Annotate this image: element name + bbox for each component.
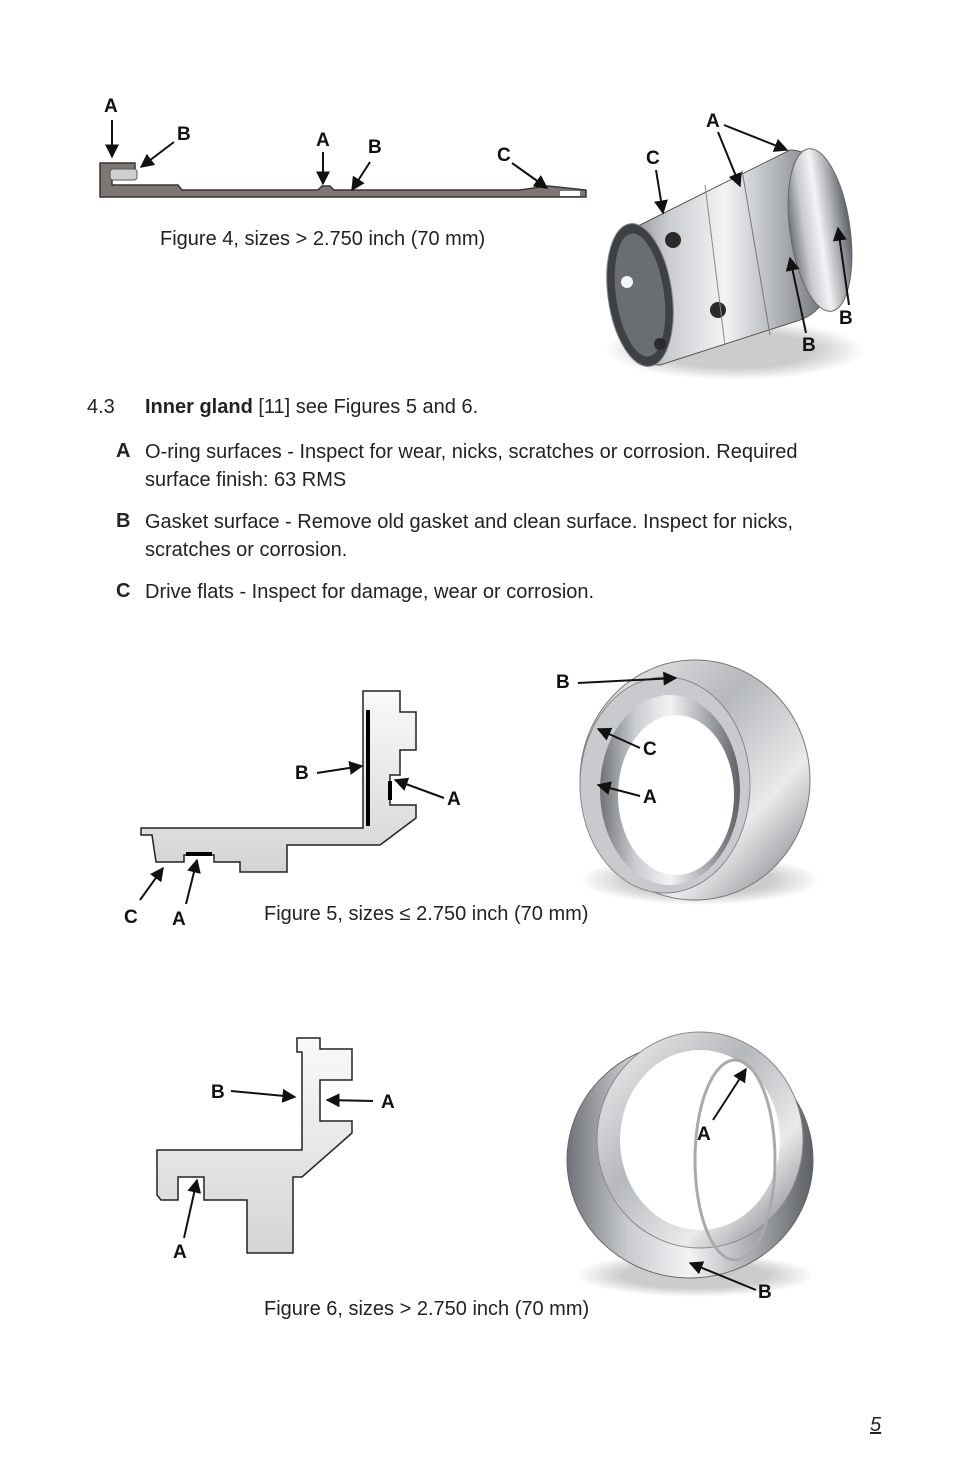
figure6-photo-label-b: B	[758, 1282, 772, 1303]
figure4-photo-label-c: C	[646, 148, 660, 169]
figure4-photo-label-a: A	[706, 111, 720, 132]
figure5-label-a1: A	[447, 789, 461, 810]
figure5-label-c: C	[124, 907, 138, 928]
section-title-rest: [11] see Figures 5 and 6.	[252, 396, 479, 418]
figure5-photo-label-c: C	[643, 739, 657, 760]
figure4-label-a2: A	[316, 130, 330, 151]
item-letter-c: C	[116, 580, 131, 602]
page-number: 5	[870, 1414, 882, 1436]
figure5-cross-section	[141, 691, 416, 872]
figure5-photo-label-a: A	[643, 787, 657, 808]
item-letter-a: A	[116, 440, 131, 462]
section-title: Inner gland	[145, 396, 253, 418]
figure5-caption: Figure 5, sizes ≤ 2.750 inch (70 mm)	[264, 903, 589, 925]
figure4-photo-label-b2: B	[802, 335, 816, 356]
item-letter-b: B	[116, 510, 131, 532]
figure6-photo	[567, 1032, 815, 1297]
figure6-photo-label-a: A	[697, 1124, 711, 1145]
figure4-photo	[598, 145, 865, 380]
figure4-cross-section	[100, 163, 586, 197]
figure6-label-a2: A	[173, 1242, 187, 1263]
figure5-label-b: B	[295, 763, 309, 784]
figure4-label-a1: A	[104, 96, 118, 117]
figure5-photo-label-b: B	[556, 672, 570, 693]
item-text-b: Gasket surface - Remove old gasket and clean surface. Inspect for nicks, scratches or corrosion.	[145, 511, 794, 561]
figure5-photo	[580, 660, 820, 905]
figure4-photo-label-b1: B	[839, 308, 853, 329]
figure4-label-b1: B	[177, 124, 191, 145]
figure4-label-b2: B	[368, 137, 382, 158]
section-number: 4.3	[87, 396, 115, 418]
item-text-a: O-ring surfaces - Inspect for wear, nicks, scratches or corrosion. Required surface finish: 63 RMS	[145, 441, 798, 491]
figure6-caption: Figure 6, sizes > 2.750 inch (70 mm)	[264, 1298, 590, 1320]
item-text-c: Drive flats - Inspect for damage, wear or corrosion.	[145, 581, 595, 603]
figure6-label-a1: A	[381, 1092, 395, 1113]
figure4-caption: Figure 4, sizes > 2.750 inch (70 mm)	[160, 228, 486, 250]
figure6-label-b: B	[211, 1082, 225, 1103]
figure6-cross-section	[157, 1038, 352, 1253]
figure4-label-c: C	[497, 145, 511, 166]
figure5-label-a2: A	[172, 909, 186, 930]
section-heading	[145, 396, 478, 419]
